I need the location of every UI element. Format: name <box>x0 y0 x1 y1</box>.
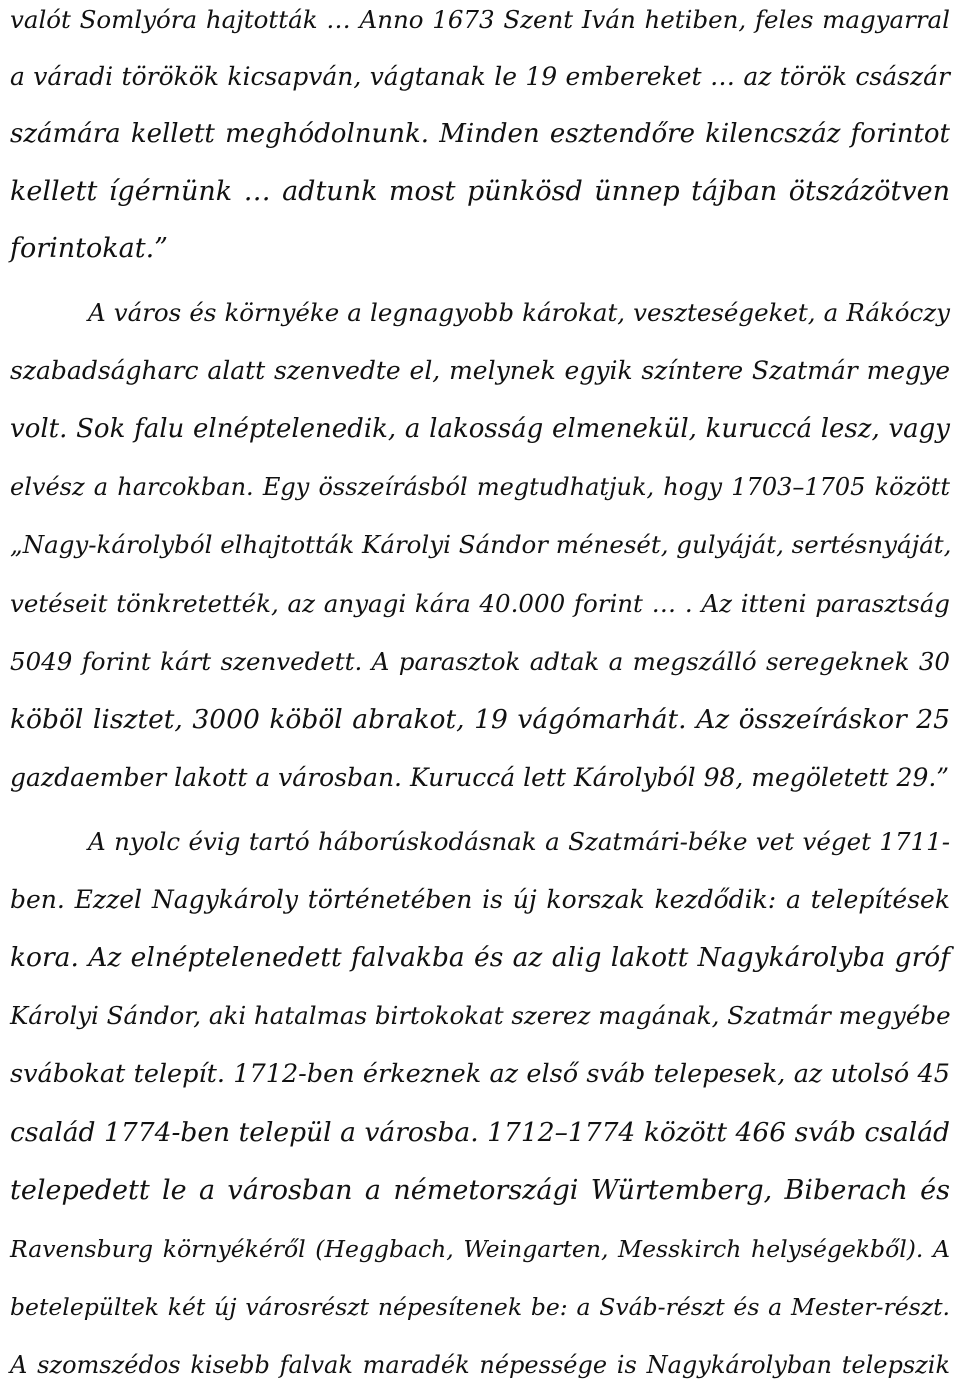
text-line: „Nagy-károlyból elhajtották Károlyi Sándor ménesét, gulyáját, sertésnyáját, <box>10 530 952 559</box>
text-line: 5049 forint kárt szenvedett. A parasztok adtak a megszálló seregeknek 30 <box>10 647 950 676</box>
text-line: volt. Sok falu elnéptelenedik, a lakosság elmenekül, kuruccá lesz, vagy <box>10 414 950 444</box>
text-line: betelepültek két új városrészt népesítenek be: a Sváb-részt és a Mester-részt. <box>10 1293 950 1321</box>
text-line: számára kellett meghódolnunk. Minden esztendőre kilencszáz forintot <box>10 119 950 149</box>
text-line: svábokat telepít. 1712-ben érkeznek az első sváb telepesek, az utolsó 45 <box>10 1059 950 1089</box>
text-line: köböl lisztet, 3000 köböl abrakot, 19 vágómarhát. Az összeíráskor 25 <box>10 704 950 735</box>
text-line: A szomszédos kisebb falvak maradék népessége is Nagykárolyban telepszik <box>10 1351 950 1379</box>
text-line: valót Somlyóra hajtották … Anno 1673 Szent Iván hetiben, feles magyarral <box>10 5 950 34</box>
text-line: forintokat.” <box>10 233 168 264</box>
paragraph-first-line: A nyolc évig tartó háborúskodásnak a Szatmári-béke vet véget 1711- <box>88 827 950 856</box>
text-line: kora. Az elnéptelenedett falvakba és az alig lakott Nagykárolyba gróf <box>10 942 950 973</box>
text-line: a váradi törökök kicsapván, vágtanak le 19 embereket … az török császár <box>10 62 950 91</box>
text-line: vetéseit tönkretették, az anyagi kára 40.000 forint … . Az itteni parasztság <box>10 589 950 618</box>
text-line: család 1774-ben települ a városba. 1712–1774 között 466 sváb család <box>10 1117 950 1148</box>
paragraph-first-line: A város és környéke a legnagyobb károkat, veszteségeket, a Rákóczy <box>88 298 950 327</box>
text-line: Károlyi Sándor, aki hatalmas birtokokat szerez magának, Szatmár megyébe <box>10 1001 951 1030</box>
text-line: Ravensburg környékéről (Heggbach, Weingarten, Messkirch helységekből). A <box>10 1235 950 1263</box>
text-line: elvész a harcokban. Egy összeírásból megtudhatjuk, hogy 1703–1705 között <box>10 473 950 501</box>
text-line: kellett ígérnünk … adtunk most pünkösd ünnep tájban ötszázötven <box>10 176 950 207</box>
text-line: gazdaember lakott a városban. Kuruccá lett Károlyból 98, megöletett 29.” <box>10 763 950 792</box>
text-line: ben. Ezzel Nagykároly történetében is új korszak kezdődik: a telepítések <box>10 885 950 914</box>
text-line: telepedett le a városban a németországi Würtemberg, Biberach és <box>10 1175 950 1206</box>
text-line: szabadságharc alatt szenvedte el, melynek egyik színtere Szatmár megye <box>10 356 950 385</box>
